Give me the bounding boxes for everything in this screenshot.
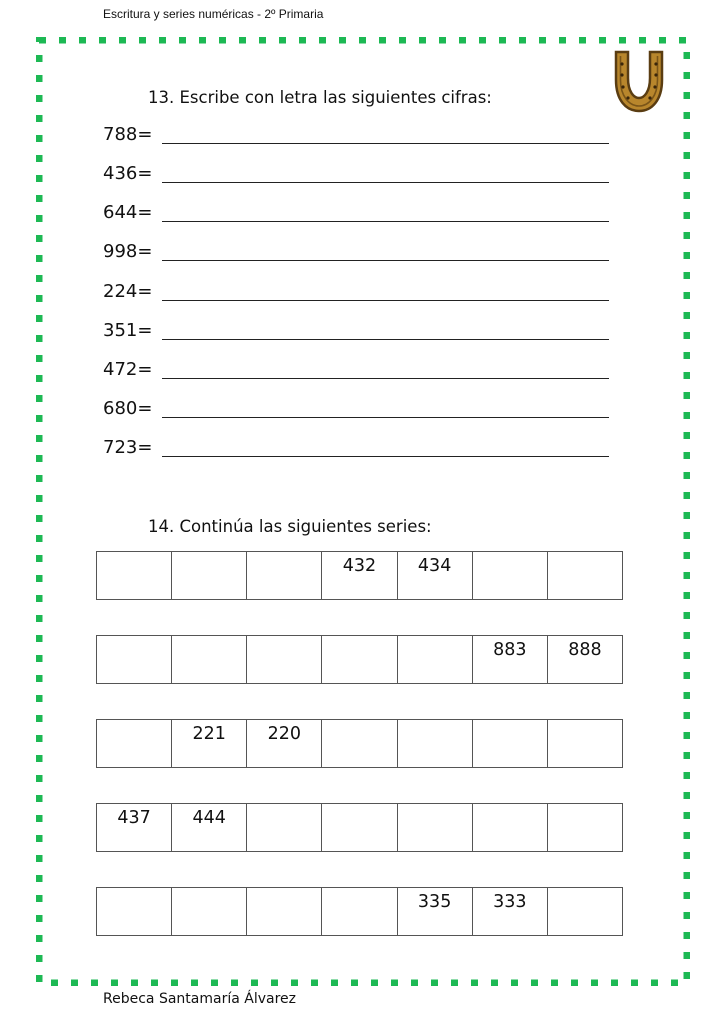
answer-line[interactable] <box>162 378 609 379</box>
answer-line[interactable] <box>162 300 609 301</box>
series-cell[interactable]: 434 <box>397 552 472 599</box>
series-cell[interactable]: 221 <box>171 720 246 767</box>
number-row <box>103 202 609 228</box>
series-cell[interactable]: 437 <box>117 808 151 828</box>
series-cell[interactable] <box>472 552 547 599</box>
series-cell[interactable] <box>246 804 321 851</box>
answer-line[interactable] <box>162 339 609 340</box>
series-cell[interactable] <box>97 888 171 935</box>
answer-line[interactable] <box>162 417 609 418</box>
series-cell[interactable] <box>246 888 321 935</box>
number-label: 788= <box>103 124 153 145</box>
series-cell[interactable] <box>547 552 622 599</box>
series-cell[interactable] <box>246 636 321 683</box>
series-row <box>96 719 623 768</box>
number-row <box>103 398 609 424</box>
series-row <box>96 635 623 684</box>
number-row <box>103 437 609 463</box>
exercise-14-title: 14. Continúa las siguientes series: <box>148 517 432 536</box>
series-cell[interactable] <box>547 888 622 935</box>
number-label: 998= <box>103 241 153 262</box>
answer-line[interactable] <box>162 143 609 144</box>
series-cell[interactable]: 432 <box>321 552 396 599</box>
series-row <box>96 803 623 852</box>
series-cell[interactable] <box>321 720 396 767</box>
series-cell[interactable] <box>171 888 246 935</box>
series-cell[interactable] <box>171 552 246 599</box>
number-row <box>103 124 609 150</box>
series-cell[interactable] <box>547 804 622 851</box>
number-label: 351= <box>103 320 153 341</box>
series-row <box>96 551 623 600</box>
series-cell[interactable] <box>397 636 472 683</box>
series-cell[interactable]: 888 <box>547 636 622 683</box>
series-cell[interactable]: 333 <box>472 888 547 935</box>
series-cell[interactable] <box>472 720 547 767</box>
series-cell[interactable] <box>171 636 246 683</box>
series-cell[interactable] <box>321 804 396 851</box>
answer-line[interactable] <box>162 182 609 183</box>
number-row <box>103 359 609 385</box>
answer-line[interactable] <box>162 456 609 457</box>
series-cell[interactable] <box>97 636 171 683</box>
series-cell[interactable] <box>321 636 396 683</box>
number-label: 723= <box>103 437 153 458</box>
series-cell[interactable] <box>321 888 396 935</box>
answer-line[interactable] <box>162 260 609 261</box>
number-label: 644= <box>103 202 153 223</box>
series-cell[interactable]: 335 <box>397 888 472 935</box>
series-cell[interactable] <box>246 552 321 599</box>
series-cell[interactable]: 883 <box>472 636 547 683</box>
answer-line[interactable] <box>162 221 609 222</box>
series-cell[interactable] <box>97 720 171 767</box>
number-label: 472= <box>103 359 153 380</box>
page-header: Escritura y series numéricas - 2º Primaria <box>103 7 324 21</box>
series-cell[interactable] <box>397 720 472 767</box>
number-label: 680= <box>103 398 153 419</box>
number-row <box>103 241 609 267</box>
horseshoe-icon <box>608 48 670 114</box>
series-cell[interactable] <box>97 552 171 599</box>
series-cell[interactable]: 220 <box>246 720 321 767</box>
series-cell[interactable] <box>472 804 547 851</box>
series-row <box>96 887 623 936</box>
series-cell[interactable] <box>397 804 472 851</box>
number-row <box>103 281 609 307</box>
series-cell[interactable]: 444 <box>171 804 246 851</box>
number-row <box>103 163 609 189</box>
number-label: 436= <box>103 163 153 184</box>
number-row <box>103 320 609 346</box>
number-label: 224= <box>103 281 153 302</box>
exercise-13-title: 13. Escribe con letra las siguientes cifras: <box>148 88 492 107</box>
page-footer-author: Rebeca Santamaría Álvarez <box>103 991 296 1007</box>
series-cell[interactable] <box>547 720 622 767</box>
